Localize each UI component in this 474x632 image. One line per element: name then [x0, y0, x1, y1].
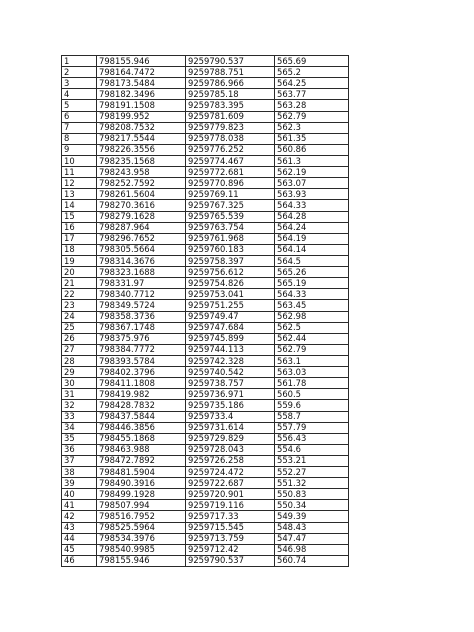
survey-points-table [61, 55, 349, 567]
elevation-cell: 549.39 [275, 511, 349, 522]
table-row [62, 367, 349, 378]
elevation-cell: 558.7 [275, 411, 349, 422]
elevation-cell: 561.35 [275, 133, 349, 144]
row-number-cell: 1 [62, 56, 97, 67]
northing-cell: 9259719.116 [186, 500, 275, 511]
northing-cell: 9259735.186 [186, 400, 275, 411]
table-row [62, 233, 349, 244]
elevation-cell: 560.86 [275, 144, 349, 155]
easting-cell: 798182.3496 [97, 89, 186, 100]
easting-cell: 798525.5964 [97, 522, 186, 533]
table-row [62, 67, 349, 78]
table-row [62, 355, 349, 366]
easting-cell: 798428.7832 [97, 400, 186, 411]
northing-cell: 9259760.183 [186, 244, 275, 255]
northing-cell: 9259747.684 [186, 322, 275, 333]
row-number-cell: 19 [62, 255, 97, 266]
northing-cell: 9259713.759 [186, 533, 275, 544]
elevation-cell: 550.34 [275, 500, 349, 511]
easting-cell: 798384.7772 [97, 344, 186, 355]
elevation-cell: 564.5 [275, 255, 349, 266]
northing-cell: 9259758.397 [186, 255, 275, 266]
northing-cell: 9259769.11 [186, 189, 275, 200]
row-number-cell: 27 [62, 344, 97, 355]
table-row [62, 155, 349, 166]
table-row [62, 333, 349, 344]
row-number-cell: 6 [62, 111, 97, 122]
easting-cell: 798191.1508 [97, 100, 186, 111]
easting-cell: 798243.958 [97, 167, 186, 178]
elevation-cell: 562.79 [275, 344, 349, 355]
table-row [62, 178, 349, 189]
northing-cell: 9259765.539 [186, 211, 275, 222]
table-row [62, 344, 349, 355]
row-number-cell: 28 [62, 355, 97, 366]
row-number-cell: 11 [62, 167, 97, 178]
northing-cell: 9259753.041 [186, 289, 275, 300]
elevation-cell: 562.19 [275, 167, 349, 178]
elevation-cell: 562.44 [275, 333, 349, 344]
row-number-cell: 12 [62, 178, 97, 189]
northing-cell: 9259756.612 [186, 267, 275, 278]
elevation-cell: 565.26 [275, 267, 349, 278]
row-number-cell: 5 [62, 100, 97, 111]
row-number-cell: 8 [62, 133, 97, 144]
easting-cell: 798463.988 [97, 444, 186, 455]
row-number-cell: 25 [62, 322, 97, 333]
row-number-cell: 10 [62, 155, 97, 166]
table-row [62, 522, 349, 533]
row-number-cell: 16 [62, 222, 97, 233]
table-row [62, 56, 349, 67]
elevation-cell: 561.3 [275, 155, 349, 166]
row-number-cell: 44 [62, 533, 97, 544]
northing-cell: 9259754.826 [186, 278, 275, 289]
elevation-cell: 547.47 [275, 533, 349, 544]
row-number-cell: 2 [62, 67, 97, 78]
northing-cell: 9259767.325 [186, 200, 275, 211]
table-row [62, 111, 349, 122]
easting-cell: 798155.946 [97, 555, 186, 566]
elevation-cell: 560.74 [275, 555, 349, 566]
elevation-cell: 565.69 [275, 56, 349, 67]
easting-cell: 798481.5904 [97, 467, 186, 478]
elevation-cell: 562.98 [275, 311, 349, 322]
elevation-cell: 564.24 [275, 222, 349, 233]
row-number-cell: 46 [62, 555, 97, 566]
row-number-cell: 34 [62, 422, 97, 433]
elevation-cell: 551.32 [275, 478, 349, 489]
row-number-cell: 40 [62, 489, 97, 500]
row-number-cell: 29 [62, 367, 97, 378]
northing-cell: 9259744.113 [186, 344, 275, 355]
elevation-cell: 564.14 [275, 244, 349, 255]
row-number-cell: 37 [62, 455, 97, 466]
northing-cell: 9259761.968 [186, 233, 275, 244]
easting-cell: 798419.982 [97, 389, 186, 400]
easting-cell: 798516.7952 [97, 511, 186, 522]
table-row [62, 489, 349, 500]
northing-cell: 9259720.901 [186, 489, 275, 500]
table-row [62, 533, 349, 544]
elevation-cell: 565.19 [275, 278, 349, 289]
table-row [62, 511, 349, 522]
elevation-cell: 554.6 [275, 444, 349, 455]
northing-cell: 9259783.395 [186, 100, 275, 111]
table-row [62, 422, 349, 433]
northing-cell: 9259745.899 [186, 333, 275, 344]
table-row [62, 478, 349, 489]
elevation-cell: 557.79 [275, 422, 349, 433]
table-row [62, 244, 349, 255]
elevation-cell: 563.03 [275, 367, 349, 378]
table-row [62, 133, 349, 144]
table-row [62, 222, 349, 233]
table-row [62, 300, 349, 311]
easting-cell: 798490.3916 [97, 478, 186, 489]
row-number-cell: 9 [62, 144, 97, 155]
elevation-cell: 562.3 [275, 122, 349, 133]
easting-cell: 798534.3976 [97, 533, 186, 544]
northing-cell: 9259736.971 [186, 389, 275, 400]
row-number-cell: 38 [62, 467, 97, 478]
northing-cell: 9259712.42 [186, 544, 275, 555]
row-number-cell: 41 [62, 500, 97, 511]
row-number-cell: 35 [62, 433, 97, 444]
easting-cell: 798411.1808 [97, 378, 186, 389]
northing-cell: 9259738.757 [186, 378, 275, 389]
easting-cell: 798540.9985 [97, 544, 186, 555]
easting-cell: 798446.3856 [97, 422, 186, 433]
northing-cell: 9259751.255 [186, 300, 275, 311]
row-number-cell: 7 [62, 122, 97, 133]
row-number-cell: 33 [62, 411, 97, 422]
row-number-cell: 13 [62, 189, 97, 200]
easting-cell: 798402.3796 [97, 367, 186, 378]
row-number-cell: 24 [62, 311, 97, 322]
easting-cell: 798507.994 [97, 500, 186, 511]
easting-cell: 798375.976 [97, 333, 186, 344]
table-row [62, 267, 349, 278]
northing-cell: 9259790.537 [186, 56, 275, 67]
table-row [62, 322, 349, 333]
table-row [62, 455, 349, 466]
row-number-cell: 18 [62, 244, 97, 255]
easting-cell: 798261.5604 [97, 189, 186, 200]
row-number-cell: 31 [62, 389, 97, 400]
northing-cell: 9259717.33 [186, 511, 275, 522]
elevation-cell: 546.98 [275, 544, 349, 555]
northing-cell: 9259733.4 [186, 411, 275, 422]
table-row [62, 555, 349, 566]
row-number-cell: 3 [62, 78, 97, 89]
easting-cell: 798199.952 [97, 111, 186, 122]
table-row [62, 211, 349, 222]
northing-cell: 9259742.328 [186, 355, 275, 366]
row-number-cell: 36 [62, 444, 97, 455]
elevation-cell: 563.77 [275, 89, 349, 100]
northing-cell: 9259729.829 [186, 433, 275, 444]
table-row [62, 500, 349, 511]
row-number-cell: 30 [62, 378, 97, 389]
elevation-cell: 564.28 [275, 211, 349, 222]
easting-cell: 798393.5784 [97, 355, 186, 366]
elevation-cell: 562.5 [275, 322, 349, 333]
elevation-cell: 564.25 [275, 78, 349, 89]
row-number-cell: 21 [62, 278, 97, 289]
row-number-cell: 42 [62, 511, 97, 522]
row-number-cell: 20 [62, 267, 97, 278]
table-row [62, 89, 349, 100]
elevation-cell: 563.07 [275, 178, 349, 189]
table-row [62, 100, 349, 111]
table-row [62, 467, 349, 478]
row-number-cell: 15 [62, 211, 97, 222]
elevation-cell: 565.2 [275, 67, 349, 78]
table-row [62, 411, 349, 422]
easting-cell: 798349.5724 [97, 300, 186, 311]
northing-cell: 9259778.038 [186, 133, 275, 144]
northing-cell: 9259772.681 [186, 167, 275, 178]
table-row [62, 389, 349, 400]
table-row [62, 433, 349, 444]
table-row [62, 78, 349, 89]
northing-cell: 9259731.614 [186, 422, 275, 433]
northing-cell: 9259779.823 [186, 122, 275, 133]
easting-cell: 798164.7472 [97, 67, 186, 78]
row-number-cell: 22 [62, 289, 97, 300]
row-number-cell: 23 [62, 300, 97, 311]
easting-cell: 798358.3736 [97, 311, 186, 322]
easting-cell: 798287.964 [97, 222, 186, 233]
elevation-cell: 561.78 [275, 378, 349, 389]
elevation-cell: 564.33 [275, 289, 349, 300]
northing-cell: 9259728.043 [186, 444, 275, 455]
easting-cell: 798208.7532 [97, 122, 186, 133]
elevation-cell: 564.33 [275, 200, 349, 211]
elevation-cell: 553.21 [275, 455, 349, 466]
elevation-cell: 563.28 [275, 100, 349, 111]
elevation-cell: 563.1 [275, 355, 349, 366]
northing-cell: 9259786.966 [186, 78, 275, 89]
table-row [62, 289, 349, 300]
easting-cell: 798499.1928 [97, 489, 186, 500]
table-row [62, 122, 349, 133]
northing-cell: 9259726.258 [186, 455, 275, 466]
row-number-cell: 14 [62, 200, 97, 211]
northing-cell: 9259788.751 [186, 67, 275, 78]
easting-cell: 798340.7712 [97, 289, 186, 300]
row-number-cell: 45 [62, 544, 97, 555]
easting-cell: 798235.1568 [97, 155, 186, 166]
elevation-cell: 550.83 [275, 489, 349, 500]
table-row [62, 167, 349, 178]
table-row [62, 200, 349, 211]
northing-cell: 9259740.542 [186, 367, 275, 378]
row-number-cell: 43 [62, 522, 97, 533]
northing-cell: 9259749.47 [186, 311, 275, 322]
easting-cell: 798155.946 [97, 56, 186, 67]
easting-cell: 798296.7652 [97, 233, 186, 244]
elevation-cell: 563.45 [275, 300, 349, 311]
elevation-cell: 556.43 [275, 433, 349, 444]
northing-cell: 9259724.472 [186, 467, 275, 478]
elevation-cell: 552.27 [275, 467, 349, 478]
easting-cell: 798437.5844 [97, 411, 186, 422]
table-row [62, 544, 349, 555]
table-row [62, 278, 349, 289]
row-number-cell: 17 [62, 233, 97, 244]
easting-cell: 798331.97 [97, 278, 186, 289]
table-row [62, 400, 349, 411]
table-row [62, 144, 349, 155]
row-number-cell: 4 [62, 89, 97, 100]
row-number-cell: 26 [62, 333, 97, 344]
easting-cell: 798173.5484 [97, 78, 186, 89]
northing-cell: 9259715.545 [186, 522, 275, 533]
table-row [62, 255, 349, 266]
easting-cell: 798367.1748 [97, 322, 186, 333]
row-number-cell: 39 [62, 478, 97, 489]
elevation-cell: 564.19 [275, 233, 349, 244]
easting-cell: 798226.3556 [97, 144, 186, 155]
easting-cell: 798323.1688 [97, 267, 186, 278]
northing-cell: 9259774.467 [186, 155, 275, 166]
row-number-cell: 32 [62, 400, 97, 411]
northing-cell: 9259785.18 [186, 89, 275, 100]
northing-cell: 9259722.687 [186, 478, 275, 489]
table-row [62, 189, 349, 200]
easting-cell: 798270.3616 [97, 200, 186, 211]
easting-cell: 798314.3676 [97, 255, 186, 266]
elevation-cell: 548.43 [275, 522, 349, 533]
table-row [62, 444, 349, 455]
elevation-cell: 563.93 [275, 189, 349, 200]
northing-cell: 9259770.896 [186, 178, 275, 189]
table-body [62, 56, 349, 567]
northing-cell: 9259776.252 [186, 144, 275, 155]
elevation-cell: 562.79 [275, 111, 349, 122]
elevation-cell: 559.6 [275, 400, 349, 411]
easting-cell: 798472.7892 [97, 455, 186, 466]
easting-cell: 798279.1628 [97, 211, 186, 222]
table-row [62, 311, 349, 322]
northing-cell: 9259790.537 [186, 555, 275, 566]
easting-cell: 798217.5544 [97, 133, 186, 144]
easting-cell: 798455.1868 [97, 433, 186, 444]
elevation-cell: 560.5 [275, 389, 349, 400]
table-row [62, 378, 349, 389]
easting-cell: 798252.7592 [97, 178, 186, 189]
northing-cell: 9259781.609 [186, 111, 275, 122]
easting-cell: 798305.5664 [97, 244, 186, 255]
northing-cell: 9259763.754 [186, 222, 275, 233]
